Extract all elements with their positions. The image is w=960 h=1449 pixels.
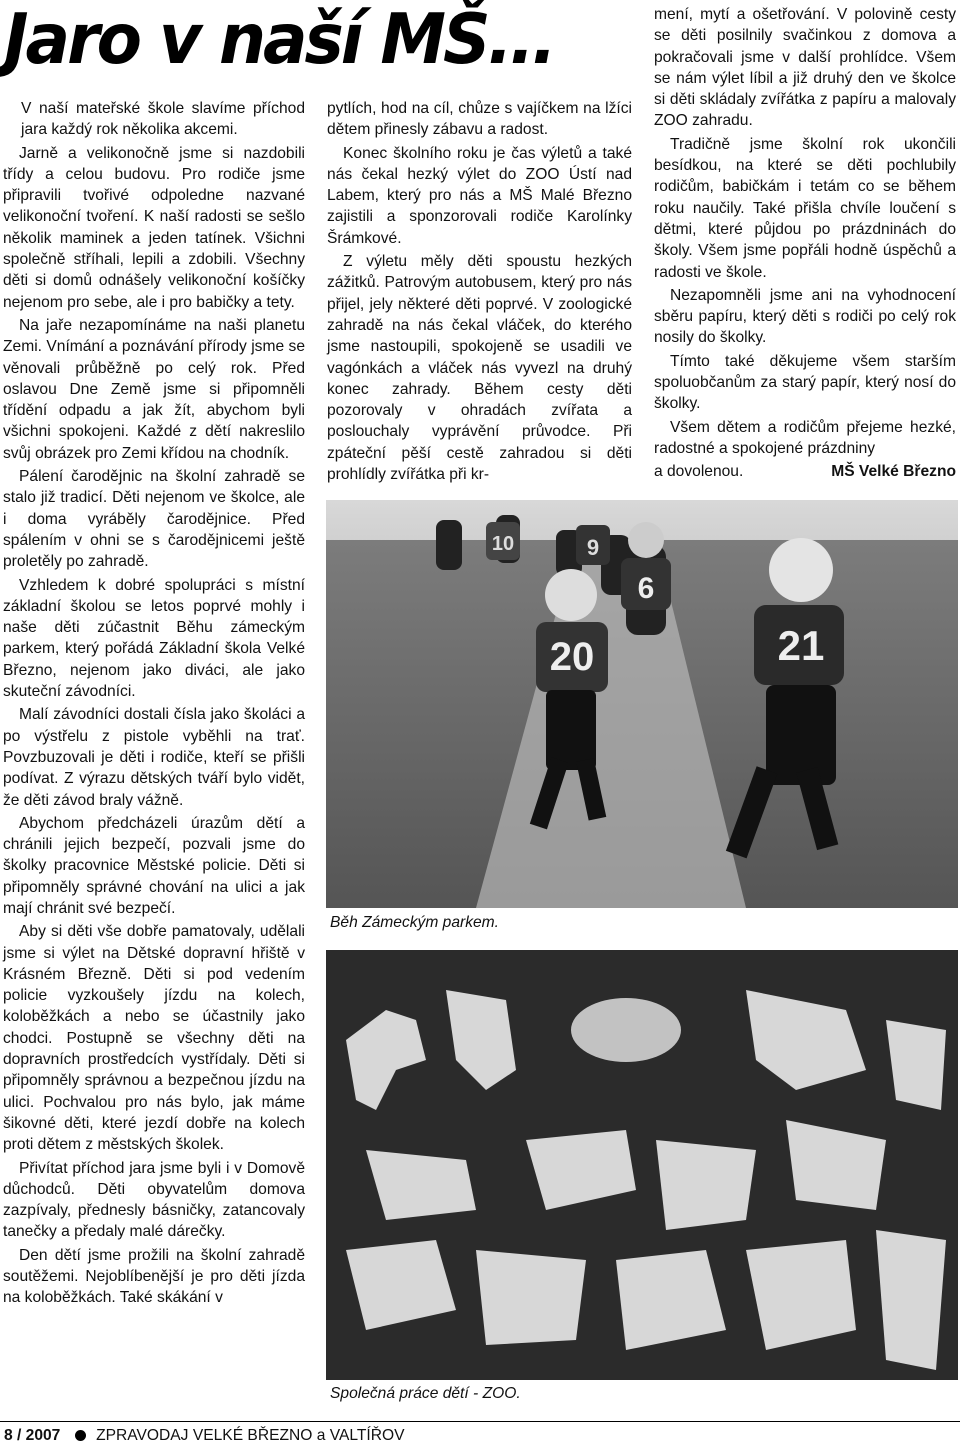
signature-line xyxy=(654,461,956,482)
zoo-artwork-caption: Společná práce dětí - ZOO. xyxy=(330,1385,521,1402)
article-column-3 xyxy=(654,4,956,483)
paragraph: Pálení čarodějnic na školní zahradě se stalo již tradicí. Děti nejenom ve školce, ale i doma vyráběly čarodějnice. Před spálením v ohni se s čarodějnicemi ještě proletěly po zahradě. xyxy=(3,468,305,571)
bib-number: 20 xyxy=(549,635,595,679)
paragraph: Abychom předcházeli úrazům dětí a chránili jejich bezpečí, pozvali jsme do školky pracovnice Městské policie. Děti si připomněly správné chování na ulici a jak mají chránit své bezpečí. xyxy=(3,814,305,917)
race-photo xyxy=(326,500,958,908)
bib-number: 21 xyxy=(777,622,825,669)
zoo-artwork-image xyxy=(326,950,958,1380)
closing-text: a dovolenou. xyxy=(654,463,744,481)
paragraph: Vzhledem k dobré spolupráci s místní základní školou se letos poprvé mohly i naše děti zúčastnit Běhu zámeckým parkem, který pořádá Základní škola Velké Březno, nejenom jako diváci, ale jako skuteční závodníci. xyxy=(3,576,305,701)
signature: MŠ Velké Březno xyxy=(831,463,956,481)
paragraph: Přivítat příchod jara jsme byli i v Domově důchodců. Děti obyvatelům domova zazpívaly, přednesly básničky, zatancovaly tanečky a předaly malé dárečky. xyxy=(3,1159,305,1241)
bullet-icon xyxy=(75,1430,86,1441)
article-column-1 xyxy=(3,98,305,1309)
paragraph: Všem dětem a rodičům přejeme hezké, radostné a spokojené prázdniny xyxy=(654,418,956,457)
bib-number: 10 xyxy=(491,533,515,555)
page-number: 8 / 2007 xyxy=(4,1427,61,1444)
paragraph: Den dětí jsme prožili na školní zahradě soutěžemi. Nejoblíbenější je pro děti jízda na koloběžkách. Také skákání v xyxy=(3,1246,305,1307)
paragraph: Nezapomněli jsme ani na vyhodnocení sběru papíru, který děti s rodiči po celý rok nosily do školky. xyxy=(654,286,956,347)
paragraph: Malí závodníci dostali čísla jako školáci a po výstřelu z pistole vyběhli na trať. Povzbuzovali je děti i rodiče, kteří se přišli podívat. Z výrazu dětských tváří bylo vidět, že děti závod braly vážně. xyxy=(3,706,305,809)
zoo-artwork-photo xyxy=(326,950,958,1380)
race-photo-caption: Běh Zámeckým parkem. xyxy=(330,914,499,931)
paragraph: Aby si děti vše dobře pamatovaly, udělali jsme si výlet na Dětské dopravní hřiště v Krásném Březně. Děti si pod vedením policie vyzkoušely jízdu na kolech, koloběžkách a nebo se účastnily jako chodci. Postupně se všechny děti na dopravních prostředcích vystřídaly. Děti si připomněly správnou a bezpečnou jízdu na ulici. Pochvalou pro nás bylo, jak máme šikovné děti, které jezdí dobře na kolech proti dětem z městských školek. xyxy=(3,923,305,1154)
race-photo-image xyxy=(326,500,958,908)
page-footer xyxy=(0,1421,960,1449)
paragraph: mení, mytí a ošetřování. V polovině cesty se děti posilnily svačinkou z domova a pokračovali jsme v další prohlídce. Všem se nám výlet líbil a již druhý den ve školce si děti skládaly zvířátka z papíru a malovaly ZOO zahradu. xyxy=(654,6,956,130)
paragraph: Tradičně jsme školní rok ukončili besídkou, na které se děti pochlubily rodičům, babičkám i tetám co se během roku naučily. Také přišla chvíle loučení s dětmi, které půjdou po prázdninách do školy. Všem jsme popřáli hodně úspěchů a radosti ve škole. xyxy=(654,135,956,281)
paragraph: Tímto také děkujeme všem starším spoluobčanům za starý papír, který nosí do školky. xyxy=(654,352,956,413)
paragraph: Konec školního roku je čas výletů a také nás čekal hezký výlet do ZOO Ústí nad Labem, který pro nás a MŠ Malé Březno zajistili a sponzorovali rodiče Karolínky Šrámkové. xyxy=(327,144,632,247)
publication-name: ZPRAVODAJ VELKÉ BŘEZNO a VALTÍŘOV xyxy=(96,1427,405,1444)
paragraph: V naší mateřské škole slavíme příchod jara každý rok několika akcemi. xyxy=(21,100,305,139)
paragraph: Jarně a velikonočně jsme si nazdobili třídy a celou budovu. Pro rodiče jsme připravili tvořivé odpoledne nazvané velikonoční tvoření. K naší radosti se sešlo několik maminek a jeden tatínek. Všichni společně stříhali, lepili a zdobili. Všechny děti si domů odnášely velikonoční košíčky nejenom pro sebe, ale i pro babičky a tety. xyxy=(3,144,305,311)
article-column-2 xyxy=(327,98,632,485)
bib-number: 6 xyxy=(637,572,655,605)
article-title: Jaro v naší MŠ... xyxy=(4,0,554,80)
paragraph: Z výletu měly děti spoustu hezkých zážitků. Patrovým autobusem, který pro nás přijel, jely některé děti poprvé. V zoologické zahradě na nás čekal vláček, do kterého jsme nastoupili, spokojeně se usadili ve vagónkách a vláček nás vyvezl na druhý konec zahrady. Během cesty děti pozorovaly v ohradách zvířata a poslouchaly vyprávění průvodce. Při zpáteční pěší cestě zahradou si děti prohlídly zvířátka při kr- xyxy=(327,253,632,484)
bib-number: 9 xyxy=(586,535,600,560)
paragraph: pytlích, hod na cíl, chůze s vajíčkem na lžíci dětem přinesly zábavu a radost. xyxy=(327,100,632,139)
paragraph: Na jaře nezapomínáme na naši planetu Zemi. Vnímání a poznávání přírody jsme se věnovali průběžně po celý rok. Před oslavou Dne Země jsme si připomněli třídění odpadu a jak žít, abychom byli všichni spokojeni. Každé z dětí nakreslilo svůj obrázek pro Zemi křídou na chodník. xyxy=(3,316,305,462)
